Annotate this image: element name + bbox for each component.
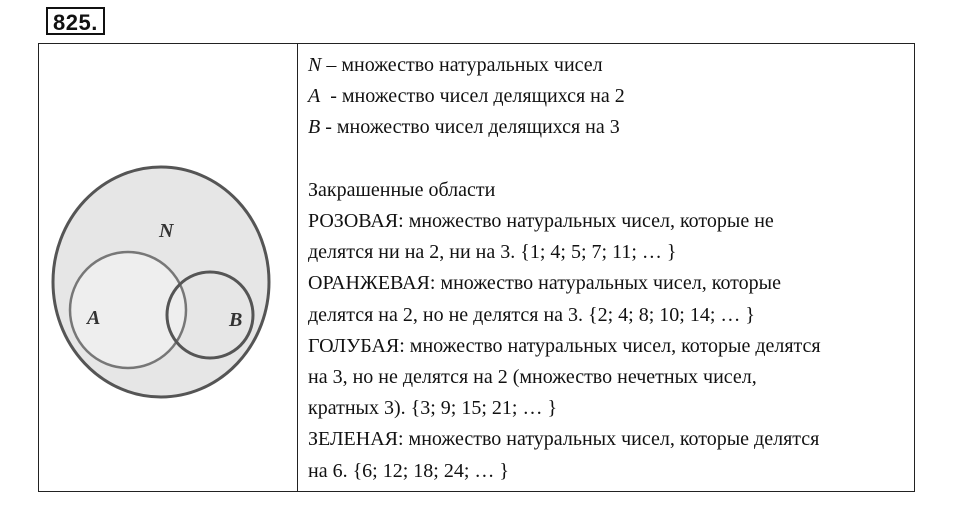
spacer <box>308 144 914 175</box>
venn-diagram <box>49 162 275 412</box>
region-line: на 3, но не делятся на 2 (множество нечетных чисел, <box>308 366 757 389</box>
text-cell <box>298 44 914 491</box>
definition-b-text: - множество чисел делящихся на 3 <box>320 116 620 139</box>
region-line: ГОЛУБАЯ: множество натуральных чисел, которые делятся <box>308 334 821 357</box>
symbol-a: A <box>308 85 321 108</box>
definition-n <box>308 50 914 81</box>
label-n: N <box>159 220 174 242</box>
label-b: B <box>229 309 243 331</box>
figure-cell <box>39 44 298 491</box>
definition-b <box>308 112 914 143</box>
region-line: ОРАНЖЕВАЯ: множество натуральных чисел, которые <box>308 272 781 295</box>
shaded-title: Закрашенные области <box>308 178 496 201</box>
region-line: РОЗОВАЯ: множество натуральных чисел, которые не <box>308 210 774 232</box>
region-line: делятся ни на 2, ни на 3. {1; 4; 5; 7; 11; … } <box>308 241 677 264</box>
label-a: A <box>87 307 101 329</box>
region-line: делятся на 2, но не делятся на 3. {2; 4; 8; 10; 14; … } <box>308 303 756 326</box>
region-line: кратных 3). {3; 9; 15; 21; … } <box>308 397 558 420</box>
definition-a-text: - множество чисел делящихся на 2 <box>320 85 625 108</box>
region-line: на 6. {6; 12; 18; 24; … } <box>308 459 510 482</box>
definition-a <box>308 81 914 112</box>
symbol-n: N <box>308 54 322 76</box>
problem-number: 825. <box>46 7 105 35</box>
region-line: ЗЕЛЕНАЯ: множество натуральных чисел, которые делятся <box>308 428 820 451</box>
symbol-b: B <box>308 116 321 139</box>
solution-table <box>38 43 915 492</box>
definition-n-text: – множество натуральных чисел <box>321 54 603 76</box>
